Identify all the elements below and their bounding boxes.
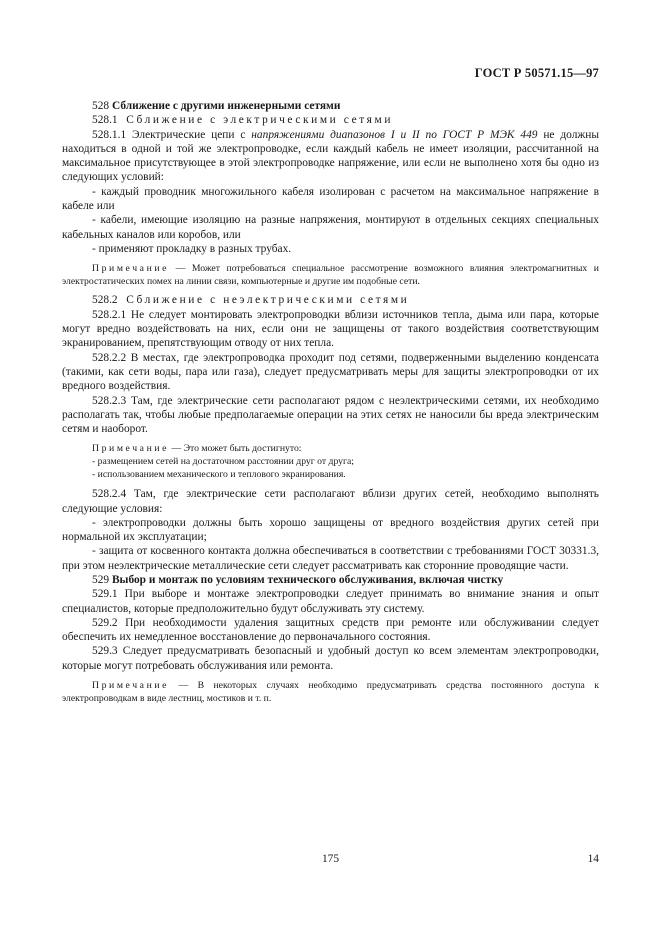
page-number: 175	[321, 853, 340, 865]
document-id: ГОСТ Р 50571.15—97	[474, 66, 599, 80]
note-label: Примечание	[92, 680, 170, 692]
text-run: не должны находиться в одной и той же электропроводке, если каждый кабель не имеет изоляции, рассчитанной на максимальное присутствующее в этой электропроводке напряжение, или если не выполнено хотя бы одно из следующих условий:	[62, 128, 600, 184]
note-text: — Это может быть достигнуто:	[169, 443, 302, 455]
list-item: - электропроводки должны быть хорошо защищены от вредного воздействия других сетей при нормальной их эксплуатации;	[62, 516, 599, 544]
note-2	[62, 443, 599, 456]
section-number: 528.2	[92, 294, 118, 307]
sheet-number: 14	[587, 853, 599, 865]
note-label: Примечание	[92, 443, 170, 455]
note-text: — Может потребоваться специальное рассмотрение возможного влияния электромагнитных и электростатических помех на линии связи, компьютерные и другие им подобные сети.	[62, 263, 599, 287]
section-number: 528.1	[92, 114, 118, 127]
paragraph-528-1-1	[62, 128, 599, 185]
paragraph-529-1: 529.1 При выборе и монтаже электропроводки следует принимать во внимание знания и опыт специалистов, которые предположительно будут обслуживать эту систему.	[62, 588, 599, 615]
paragraph-528-2-2: 528.2.2 В местах, где электропроводка проходит под сетями, подверженными выделению конденсата (такими, как сети воды, пара или газа), следует предусматривать меры для защиты электропроводки от их вредного воздействия.	[62, 351, 599, 393]
section-528-2-heading	[62, 293, 599, 307]
italic-run: напряжениями диапазонов I и II по ГОСТ Р МЭК 449	[251, 128, 538, 141]
list-item: - защита от косвенного контакта должна обеспечиваться в соответствии с требованиями ГОСТ 30331.3, при этом неэлектрические металлические сети следует рассматривать как сторонние проводящие части.	[62, 545, 599, 572]
text-run: 528.1.1 Электрические цепи с	[92, 128, 252, 141]
paragraph-529-3: 529.3 Следует предусматривать безопасный и удобный доступ ко всем элементам электропроводки, которые могут потребовать обслуживания или ремонта.	[62, 645, 599, 672]
paragraph-528-2-1: 528.2.1 Не следует монтировать электропроводки вблизи источников тепла, дыма или пара, которые могут вредно воздействовать на них, если они не защищены от такого воздействия соответствующим экранированием, препятствующим отводу от них тепла.	[62, 308, 599, 350]
section-528-heading	[62, 99, 599, 113]
note-1	[62, 263, 599, 288]
note-3	[62, 680, 599, 705]
list-item: - кабели, имеющие изоляцию на разные напряжения, монтируют в отдельных секциях специальных кабельных каналов или коробов, или	[62, 214, 599, 241]
section-title: Сближение с неэлектрическими сетями	[126, 294, 410, 307]
section-529-heading	[62, 573, 599, 587]
paragraph-528-2-3: 528.2.3 Там, где электрические сети располагают рядом с неэлектрическими сетями, их необходимо располагать так, чтобы любые предполагаемые операции на этих сетях не наносили бы вреда электрическим сетям и наоборот.	[62, 394, 599, 436]
section-title: Сближение с электрическими сетями	[126, 114, 394, 127]
section-528-1-heading	[62, 113, 599, 127]
note-list-item: - использованием механического и теплового экранирования.	[92, 468, 346, 480]
section-number: 528	[92, 100, 110, 112]
list-item: - каждый проводник многожильного кабеля изолирован с расчетом на максимальное напряжение в кабеле или	[62, 185, 599, 213]
section-number: 529	[92, 573, 110, 586]
note-text: — В некоторых случаях необходимо предусматривать средства постоянного доступа к электропроводкам в виде лестниц, мостиков и т. п.	[62, 680, 599, 704]
section-title: Сближение с другими инженерными сетями	[111, 100, 341, 112]
paragraph-529-2: 529.2 При необходимости удаления защитных средств при ремонте или обслуживании следует обеспечить их немедленное восстановление до первоначального состояния.	[62, 616, 599, 644]
section-title: Выбор и монтаж по условиям технического обслуживания, включая чистку	[111, 573, 504, 586]
note-list-item: - размещением сетей на достаточном расстоянии друг от друга;	[92, 456, 354, 468]
list-item: - применяют прокладку в разных трубах.	[92, 242, 292, 255]
document-body	[62, 99, 599, 710]
paragraph-528-2-4: 528.2.4 Там, где электрические сети располагают вблизи других сетей, необходимо выполнять следующие условия:	[62, 488, 599, 515]
note-label: Примечание	[92, 263, 170, 275]
